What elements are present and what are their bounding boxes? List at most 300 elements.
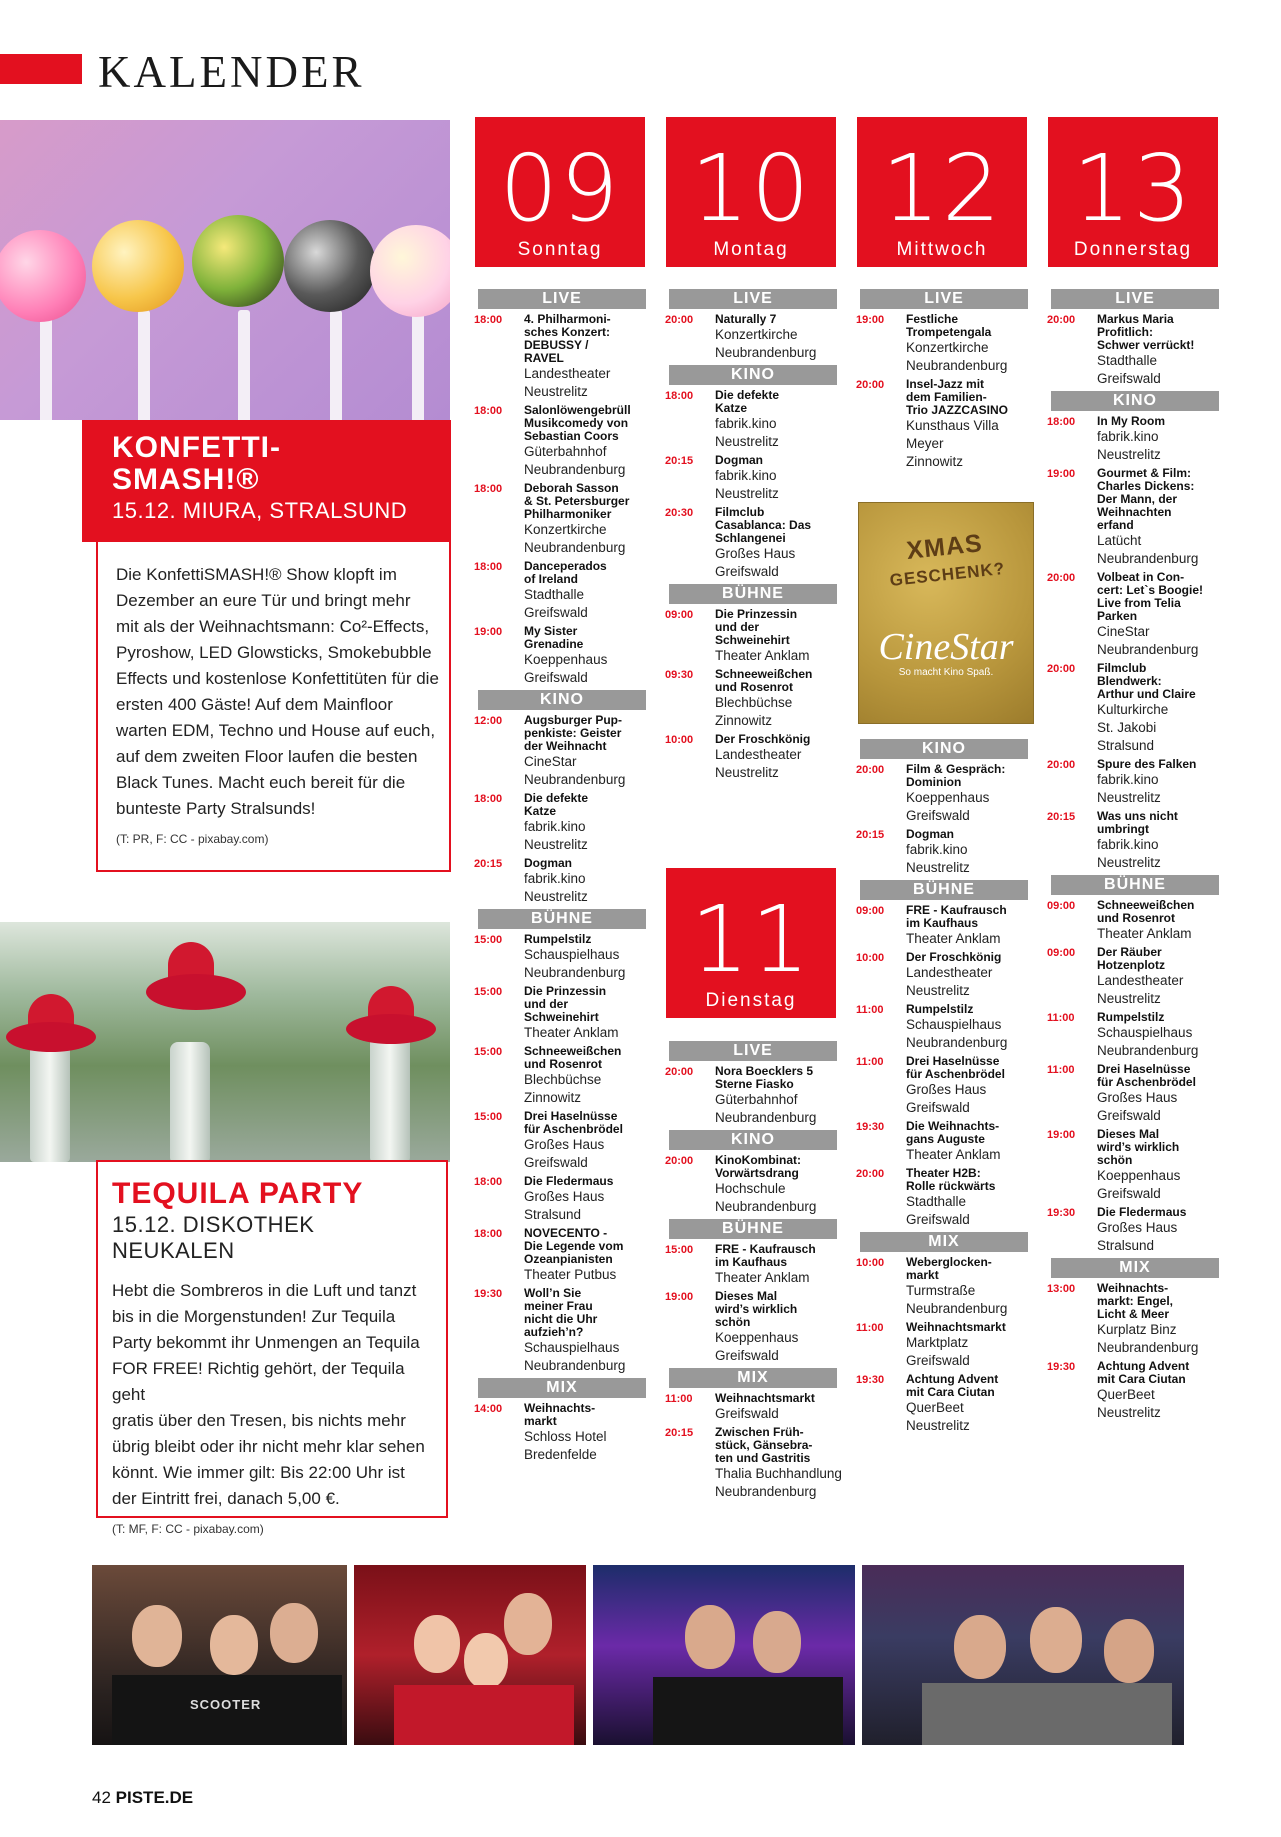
event-time: 18:00 xyxy=(1047,416,1076,428)
event-city: Stralsund xyxy=(1097,1238,1155,1253)
event-time: 10:00 xyxy=(856,952,885,964)
event-title: Schneeweißchen und Rosenrot xyxy=(524,1044,622,1071)
event-city: Neustrelitz xyxy=(1097,447,1161,462)
event-title: Danceperados of Ireland xyxy=(524,559,607,586)
event-item xyxy=(665,608,843,665)
event-time: 19:00 xyxy=(856,314,885,326)
event-item xyxy=(665,389,843,451)
event-item xyxy=(1047,571,1225,659)
event-item xyxy=(1047,1360,1225,1422)
day-name: Mittwoch xyxy=(896,239,988,260)
event-title: Die Prinzessin und der Schweinehirt xyxy=(715,607,798,647)
event-city: Neubrandenburg xyxy=(906,1301,1008,1316)
header-accent-bar xyxy=(0,54,82,84)
event-title: Spure des Falken xyxy=(1097,757,1197,771)
event-time: 09:00 xyxy=(1047,947,1076,959)
event-city: Greifswald xyxy=(524,605,588,620)
party-photo-1 xyxy=(92,1565,347,1745)
event-city: Stralsund xyxy=(1097,738,1155,753)
event-title: Die Weihnachts- gans Auguste xyxy=(906,1119,1000,1146)
event-venue: Theater Anklam xyxy=(906,931,1001,946)
events-column-10 xyxy=(665,286,843,785)
event-title: Schneeweißchen und Rosenrot xyxy=(715,667,813,694)
event-title: KinoKombinat: Vorwärtsdrang xyxy=(715,1153,801,1180)
day-box xyxy=(666,117,836,267)
event-time: 20:00 xyxy=(856,764,885,776)
event-venue: Großes Haus xyxy=(1097,1090,1178,1105)
event-time: 18:00 xyxy=(474,405,503,417)
page-title: KALENDER xyxy=(98,47,365,97)
event-time: 11:00 xyxy=(1047,1064,1075,1076)
event-item xyxy=(474,1110,652,1172)
event-time: 11:00 xyxy=(856,1056,884,1068)
event-time: 19:00 xyxy=(474,626,503,638)
event-venue: Kunsthaus Villa Meyer xyxy=(906,418,999,451)
event-venue: Großes Haus xyxy=(1097,1220,1178,1235)
event-title: Weihnachtsmarkt xyxy=(715,1391,815,1405)
event-time: 20:00 xyxy=(665,1155,694,1167)
events-column-13 xyxy=(1047,286,1225,1425)
event-title: Drei Haselnüsse für Aschenbrödel xyxy=(906,1054,1005,1081)
event-city: Neubrandenburg xyxy=(524,462,626,477)
event-title: Weberglocken- markt xyxy=(906,1255,992,1282)
ad-line2: GESCHENK? xyxy=(888,558,1006,590)
event-time: 11:00 xyxy=(1047,1012,1075,1024)
event-time: 20:00 xyxy=(856,379,885,391)
event-venue: Großes Haus xyxy=(906,1082,987,1097)
event-time: 14:00 xyxy=(474,1403,503,1415)
category-header: MIX xyxy=(478,1378,646,1398)
promo-subtitle: 15.12. DISKOTHEK NEUKALEN xyxy=(112,1212,315,1263)
event-title: Achtung Advent mit Cara Ciutan xyxy=(1097,1359,1190,1386)
event-title: Filmclub Casablanca: Das Schlangenei xyxy=(715,505,812,545)
event-item xyxy=(474,1402,652,1464)
event-time: 09:00 xyxy=(665,609,694,621)
promo-konfetti-header xyxy=(82,420,450,542)
event-city: Greifswald xyxy=(524,670,588,685)
events-column-12-top xyxy=(856,286,1034,474)
event-title: Dogman xyxy=(906,827,954,841)
event-title: Der Froschkönig xyxy=(715,732,811,746)
event-item xyxy=(474,560,652,622)
event-time: 15:00 xyxy=(474,1046,503,1058)
event-title: Gourmet & Film: Charles Dickens: Der Mann, der Weihnachten erfand xyxy=(1097,466,1195,532)
event-title: FRE - Kaufrausch im Kaufhaus xyxy=(906,903,1007,930)
event-item xyxy=(665,1426,843,1501)
event-venue: Konzertkirche xyxy=(906,340,989,355)
event-city: Neubrandenburg xyxy=(524,1358,626,1373)
event-venue: Hochschule xyxy=(715,1181,786,1196)
event-title: Weihnachts- markt: Engel, Licht & Meer xyxy=(1097,1281,1174,1321)
event-venue: Blechbüchse xyxy=(715,695,793,710)
event-time: 20:15 xyxy=(1047,811,1076,823)
event-title: Weihnachtsmarkt xyxy=(906,1320,1006,1334)
day-box xyxy=(666,868,836,1018)
event-item xyxy=(665,1154,843,1216)
event-title: Achtung Advent mit Cara Ciutan xyxy=(906,1372,999,1399)
event-item xyxy=(1047,1128,1225,1203)
event-venue: Koeppenhaus xyxy=(715,1330,799,1345)
event-title: Film & Gespräch: Dominion xyxy=(906,762,1006,789)
event-title: Dogman xyxy=(524,856,572,870)
event-venue: fabrik.kino xyxy=(715,416,777,431)
event-venue: QuerBeet xyxy=(1097,1387,1155,1402)
event-city: Neubrandenburg xyxy=(1097,1340,1199,1355)
event-city: Neubrandenburg xyxy=(524,772,626,787)
promo-tequila-body xyxy=(112,1178,442,1536)
event-time: 20:00 xyxy=(1047,314,1076,326)
event-item xyxy=(856,1373,1034,1435)
event-item xyxy=(856,313,1034,375)
event-title: Dieses Mal wird’s wirklich schön xyxy=(715,1289,798,1329)
event-time: 18:00 xyxy=(474,483,503,495)
event-item xyxy=(474,1227,652,1284)
day-number: 09 xyxy=(499,135,621,242)
event-time: 20:15 xyxy=(474,858,503,870)
event-city: Greifswald xyxy=(1097,1186,1161,1201)
event-title: Dogman xyxy=(715,453,763,467)
event-time: 09:00 xyxy=(856,905,885,917)
event-title: Salonlöwengebrüll Musikcomedy von Sebastian Coors xyxy=(524,403,631,443)
promo-text xyxy=(116,562,446,822)
event-city: Neubrandenburg xyxy=(906,358,1008,373)
event-time: 20:00 xyxy=(665,1066,694,1078)
lollipop-photo xyxy=(0,120,450,420)
event-title: Zwischen Früh- stück, Gänsebra- ten und Gastritis xyxy=(715,1425,813,1465)
promo-credit: (T: PR, F: CC - pixabay.com) xyxy=(116,832,269,846)
promo-text-line: Hebt die Sombreros in die Luft und tanzt xyxy=(112,1281,417,1300)
promo-text-line: warten EDM, Techno und House auf euch, xyxy=(116,721,436,740)
promo-text-line: bis in die Morgenstunden! Zur Tequila xyxy=(112,1307,396,1326)
category-header: LIVE xyxy=(669,289,837,309)
event-time: 19:30 xyxy=(1047,1207,1076,1219)
event-city: Neustrelitz xyxy=(524,837,588,852)
event-title: Rumpelstilz xyxy=(524,932,592,946)
event-item xyxy=(1047,662,1225,755)
category-header: BÜHNE xyxy=(478,909,646,929)
events-column-11 xyxy=(665,1038,843,1504)
event-title: Die defekte Katze xyxy=(524,791,589,818)
category-header: MIX xyxy=(1051,1258,1219,1278)
event-item xyxy=(665,1392,843,1423)
event-venue: Koeppenhaus xyxy=(1097,1168,1181,1183)
event-city: Bredenfelde xyxy=(524,1447,597,1462)
event-venue: Turmstraße xyxy=(906,1283,976,1298)
event-venue: Schauspielhaus xyxy=(1097,1025,1193,1040)
event-title: Dieses Mal wird’s wirklich schön xyxy=(1097,1127,1180,1167)
event-city: Neustrelitz xyxy=(1097,1405,1161,1420)
day-name: Sonntag xyxy=(517,239,603,260)
event-title: FRE - Kaufrausch im Kaufhaus xyxy=(715,1242,816,1269)
event-venue: Güterbahnhof xyxy=(715,1092,798,1107)
promo-text-line: ersten 400 Gäste! Auf dem Mainfloor xyxy=(116,695,393,714)
event-venue: Stadthalle xyxy=(1097,353,1158,368)
event-time: 10:00 xyxy=(856,1257,885,1269)
event-item xyxy=(856,1120,1034,1164)
event-venue: CineStar xyxy=(1097,624,1150,639)
category-header: LIVE xyxy=(860,289,1028,309)
promo-text-line: Die KonfettiSMASH!® Show klopft im xyxy=(116,565,397,584)
category-header: LIVE xyxy=(669,1041,837,1061)
category-header: MIX xyxy=(669,1368,837,1388)
event-item xyxy=(856,763,1034,825)
day-name: Dienstag xyxy=(705,990,797,1011)
category-header: MIX xyxy=(860,1232,1028,1252)
event-venue: Landestheater xyxy=(906,965,993,980)
event-venue: Marktplatz xyxy=(906,1335,969,1350)
party-photo-4 xyxy=(862,1565,1184,1745)
event-title: My Sister Grenadine xyxy=(524,624,584,651)
event-item xyxy=(474,792,652,854)
event-venue: Koeppenhaus xyxy=(524,652,608,667)
event-title: Weihnachts- markt xyxy=(524,1401,596,1428)
event-venue: Thalia Buchhandlung xyxy=(715,1466,842,1481)
event-item xyxy=(665,668,843,730)
event-city: Neubrandenburg xyxy=(715,1110,817,1125)
event-item xyxy=(665,506,843,581)
event-venue: Theater Anklam xyxy=(906,1147,1001,1162)
event-item xyxy=(474,857,652,906)
event-city: Neustrelitz xyxy=(906,983,970,998)
footer-brand: PISTE.DE xyxy=(115,1788,194,1807)
event-venue: Stadthalle xyxy=(524,587,585,602)
ad-tagline: So macht Kino Spaß. xyxy=(898,667,994,678)
event-venue: Schauspielhaus xyxy=(906,1017,1002,1032)
event-time: 20:15 xyxy=(665,1427,694,1439)
event-item xyxy=(474,714,652,789)
promo-title: TEQUILA PARTY xyxy=(112,1177,364,1210)
event-time: 20:00 xyxy=(665,314,694,326)
event-title: Schneeweißchen und Rosenrot xyxy=(1097,898,1195,925)
category-header: KINO xyxy=(669,1130,837,1150)
event-venue: Großes Haus xyxy=(524,1189,605,1204)
event-item xyxy=(856,1055,1034,1117)
category-header: BÜHNE xyxy=(669,1219,837,1239)
event-time: 11:00 xyxy=(856,1004,884,1016)
event-time: 19:30 xyxy=(856,1121,885,1133)
event-city: Greifswald xyxy=(1097,1108,1161,1123)
event-title: Deborah Sasson & St. Petersburger Philharmoniker xyxy=(524,481,630,521)
event-item xyxy=(1047,758,1225,807)
event-item xyxy=(474,933,652,982)
event-time: 12:00 xyxy=(474,715,503,727)
promo-text-line: auf dem zweiten Floor laufen die besten xyxy=(116,747,418,766)
category-header: BÜHNE xyxy=(1051,875,1219,895)
event-title: Nora Boecklers 5 Sterne Fiasko xyxy=(715,1064,814,1091)
event-item xyxy=(856,378,1034,471)
day-box xyxy=(857,117,1027,267)
promo-text-line: Pyroshow, LED Glowsticks, Smokebubble xyxy=(116,643,432,662)
event-city: Neubrandenburg xyxy=(715,1484,817,1499)
day-number: 10 xyxy=(690,135,812,242)
event-title: Die defekte Katze xyxy=(715,388,780,415)
category-header: KINO xyxy=(1051,391,1219,411)
category-header: LIVE xyxy=(478,289,646,309)
event-venue: Kulturkirche St. Jakobi xyxy=(1097,702,1169,735)
event-item xyxy=(1047,1206,1225,1255)
day-number: 13 xyxy=(1072,135,1194,242)
event-city: Zinnowitz xyxy=(906,454,964,469)
event-item xyxy=(856,904,1034,948)
day-name: Donnerstag xyxy=(1073,239,1193,260)
event-item xyxy=(1047,810,1225,872)
shirt-text: SCOOTER xyxy=(190,1697,262,1712)
event-title: Filmclub Blendwerk: Arthur und Claire xyxy=(1097,661,1196,701)
event-city: Neustrelitz xyxy=(906,860,970,875)
event-item xyxy=(474,1045,652,1107)
event-city: Greifswald xyxy=(1097,371,1161,386)
event-item xyxy=(474,482,652,557)
event-city: Neubrandenburg xyxy=(1097,551,1199,566)
event-title: Rumpelstilz xyxy=(906,1002,974,1016)
event-venue: Landestheater xyxy=(524,366,611,381)
event-title: Die Fledermaus xyxy=(1097,1205,1187,1219)
event-city: Greifswald xyxy=(715,564,779,579)
footer xyxy=(92,1788,193,1808)
event-venue: fabrik.kino xyxy=(1097,772,1159,787)
event-city: Neubrandenburg xyxy=(715,345,817,360)
event-venue: Schloss Hotel xyxy=(524,1429,607,1444)
ad-brand: CineStar xyxy=(878,626,1014,668)
event-venue: Kurplatz Binz xyxy=(1097,1322,1177,1337)
promo-title: KONFETTI- xyxy=(112,431,281,464)
event-time: 19:30 xyxy=(856,1374,885,1386)
event-venue: Konzertkirche xyxy=(715,327,798,342)
day-number: 12 xyxy=(881,135,1003,242)
event-city: Neubrandenburg xyxy=(906,1035,1008,1050)
day-number: 11 xyxy=(690,886,812,993)
event-item xyxy=(856,951,1034,1000)
event-venue: Koeppenhaus xyxy=(906,790,990,805)
event-time: 18:00 xyxy=(474,1176,503,1188)
event-time: 10:00 xyxy=(665,734,694,746)
event-venue: Theater Anklam xyxy=(524,1025,619,1040)
event-time: 11:00 xyxy=(665,1393,693,1405)
event-title: Volbeat in Con- cert: Let`s Boogie! Live from Telia Parken xyxy=(1097,570,1204,623)
event-time: 15:00 xyxy=(474,986,503,998)
event-time: 09:00 xyxy=(1047,900,1076,912)
cinestar-ad[interactable] xyxy=(858,502,1034,724)
event-title: Drei Haselnüsse für Aschenbrödel xyxy=(524,1109,623,1136)
event-venue: Latücht xyxy=(1097,533,1142,548)
event-time: 19:00 xyxy=(1047,468,1076,480)
event-time: 18:00 xyxy=(474,561,503,573)
event-item xyxy=(474,625,652,687)
day-box xyxy=(1048,117,1218,267)
day-name: Montag xyxy=(713,239,789,260)
event-time: 19:00 xyxy=(665,1291,694,1303)
event-title: In My Room xyxy=(1097,414,1165,428)
event-venue: fabrik.kino xyxy=(1097,837,1159,852)
event-time: 15:00 xyxy=(474,934,503,946)
event-venue: QuerBeet xyxy=(906,1400,964,1415)
event-venue: fabrik.kino xyxy=(524,871,586,886)
event-city: Neustrelitz xyxy=(1097,790,1161,805)
event-time: 18:00 xyxy=(665,390,694,402)
event-item xyxy=(474,404,652,479)
category-header: KINO xyxy=(669,365,837,385)
event-venue: fabrik.kino xyxy=(715,468,777,483)
event-venue: Güterbahnhof xyxy=(524,444,607,459)
event-item xyxy=(665,1290,843,1365)
event-city: Neustrelitz xyxy=(906,1418,970,1433)
event-venue: Blechbüchse xyxy=(524,1072,602,1087)
event-title: Naturally 7 xyxy=(715,312,777,326)
event-venue: Theater Anklam xyxy=(715,648,810,663)
event-time: 20:00 xyxy=(1047,759,1076,771)
promo-text-line: mit als der Weihnachtsmann: Co²-Effects, xyxy=(116,617,430,636)
event-title: Was uns nicht umbringt xyxy=(1097,809,1178,836)
event-title: Augsburger Pup- penkiste: Geister der Weihnacht xyxy=(524,713,622,753)
event-time: 20:00 xyxy=(856,1168,885,1180)
event-time: 18:00 xyxy=(474,314,503,326)
event-city: Neustrelitz xyxy=(715,486,779,501)
event-item xyxy=(856,828,1034,877)
event-time: 20:00 xyxy=(1047,663,1076,675)
event-item xyxy=(1047,899,1225,943)
event-venue: Theater Anklam xyxy=(715,1270,810,1285)
event-title: Festliche Trompetengala xyxy=(906,312,992,339)
event-venue: Theater Anklam xyxy=(1097,926,1192,941)
promo-credit: (T: MF, F: CC - pixabay.com) xyxy=(112,1522,264,1536)
event-item xyxy=(1047,313,1225,388)
event-title: Die Fledermaus xyxy=(524,1174,614,1188)
event-item xyxy=(474,985,652,1042)
event-time: 13:00 xyxy=(1047,1283,1076,1295)
promo-text xyxy=(112,1278,442,1512)
event-city: Neustrelitz xyxy=(715,434,779,449)
event-city: Zinnowitz xyxy=(715,713,773,728)
event-city: Greifswald xyxy=(715,1348,779,1363)
category-header: BÜHNE xyxy=(860,880,1028,900)
event-time: 11:00 xyxy=(856,1322,884,1334)
event-item xyxy=(1047,1063,1225,1125)
event-item xyxy=(665,454,843,503)
event-venue: Landestheater xyxy=(715,747,802,762)
event-time: 19:00 xyxy=(1047,1129,1076,1141)
ad-line1: XMAS xyxy=(905,529,984,565)
event-title: Der Räuber Hotzenplotz xyxy=(1097,945,1165,972)
event-item xyxy=(1047,415,1225,464)
event-venue: fabrik.kino xyxy=(1097,429,1159,444)
event-item xyxy=(665,1243,843,1287)
event-time: 20:00 xyxy=(1047,572,1076,584)
event-time: 18:00 xyxy=(474,1228,503,1240)
event-venue: fabrik.kino xyxy=(906,842,968,857)
event-item xyxy=(665,1065,843,1127)
promo-text-line: Party bekommt ihr Unmengen an Tequila xyxy=(112,1333,420,1352)
event-item xyxy=(856,1003,1034,1052)
category-header: BÜHNE xyxy=(669,584,837,604)
party-photo-3 xyxy=(593,1565,855,1745)
event-title: Theater H2B: Rolle rückwärts xyxy=(906,1166,996,1193)
event-time: 20:15 xyxy=(665,455,694,467)
promo-text-line: der Eintritt frei, danach 5,00 €. xyxy=(112,1489,340,1508)
event-venue: Großes Haus xyxy=(524,1137,605,1152)
promo-text-line: bunteste Party Stralsunds! xyxy=(116,799,316,818)
event-city: Greifswald xyxy=(906,808,970,823)
event-time: 19:30 xyxy=(474,1288,503,1300)
event-venue: Konzertkirche xyxy=(524,522,607,537)
promo-text-line: Black Tunes. Macht euch bereit für die xyxy=(116,773,406,792)
event-city: Greifswald xyxy=(906,1212,970,1227)
event-venue: Schauspielhaus xyxy=(524,947,620,962)
promo-text-line: übrig bleibt oder ihr nicht mehr klar sehen xyxy=(112,1437,425,1456)
events-column-12-bottom xyxy=(856,736,1034,1438)
event-venue: Stadthalle xyxy=(906,1194,967,1209)
event-time: 09:30 xyxy=(665,669,694,681)
promo-title: SMASH!® xyxy=(112,463,260,496)
